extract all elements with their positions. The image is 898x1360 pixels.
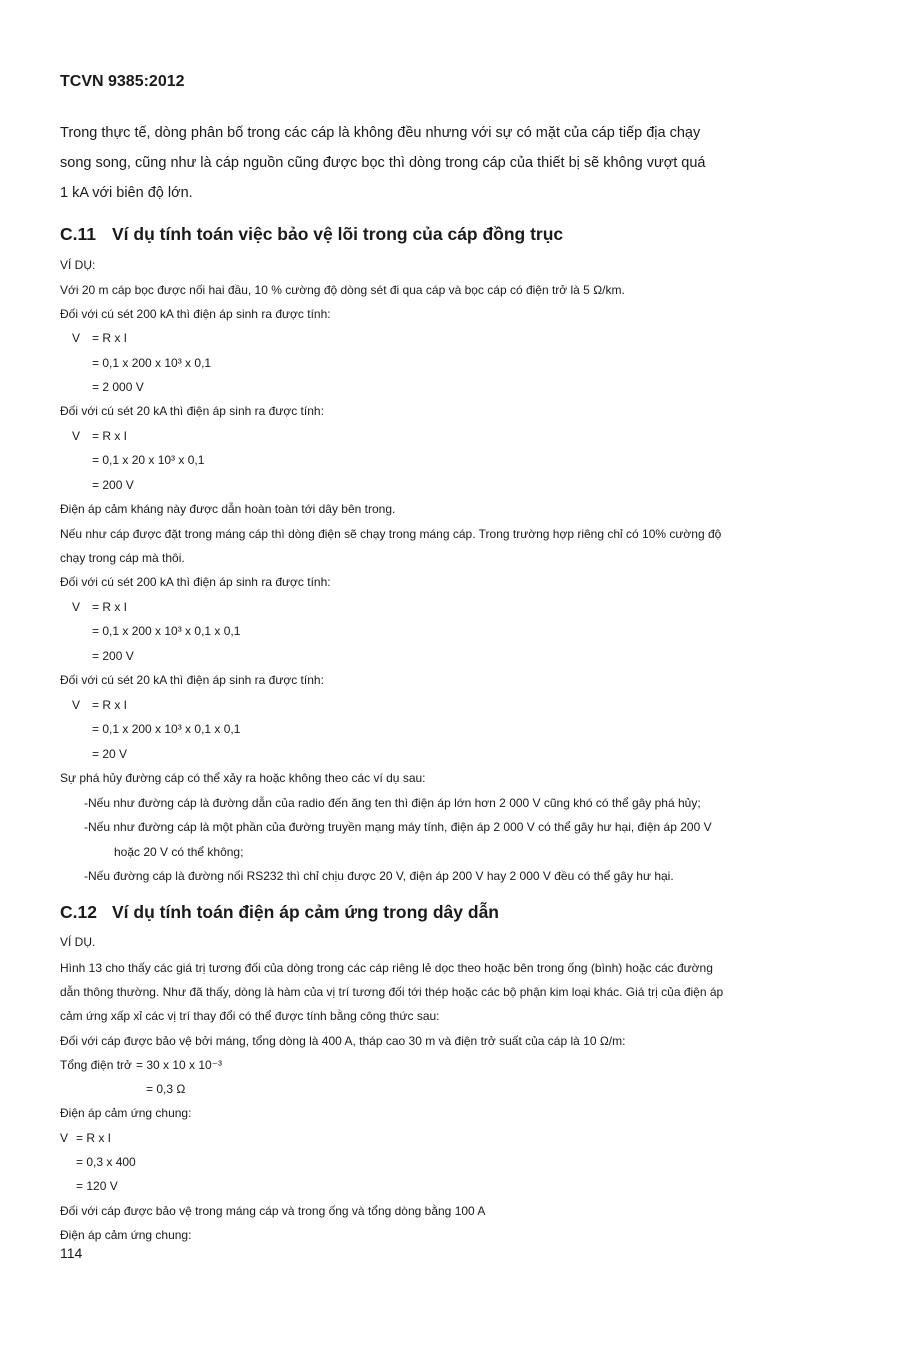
section-heading-c12 — [60, 902, 499, 922]
intro-line-1: Trong thực tế, dòng phân bố trong các cáp là không đều nhưng với sự có mặt của cáp tiếp địa chạy — [60, 125, 701, 141]
example-label: VÍ DỤ: — [60, 258, 96, 272]
paragraph: Đối với cú sét 20 kA thì điện áp sinh ra được tính: — [60, 404, 324, 418]
equation-lhs: V — [72, 429, 81, 443]
equation-result: = 2 000 V — [92, 380, 144, 394]
paragraph: dẫn thông thường. Như đã thấy, dòng là hàm của vị trí tương đối tới thép hoặc các bộ phận kim loại khác. Giá trị của điện áp — [60, 985, 724, 999]
equation-step: = R x I — [76, 1131, 112, 1145]
equation-lhs: V — [60, 1131, 69, 1145]
paragraph: chạy trong cáp mà thôi. — [60, 551, 185, 565]
resistance-label: Tổng điện trở — [60, 1058, 132, 1072]
paragraph: cảm ứng xấp xỉ các vị trí thay đổi có thể được tính bằng công thức sau: — [60, 1009, 440, 1023]
equation-lhs: V — [72, 698, 81, 712]
equation-lhs: V — [72, 331, 81, 345]
paragraph: Điện áp cảm ứng chung: — [60, 1106, 192, 1120]
list-item-continuation: hoặc 20 V có thể không; — [114, 845, 244, 859]
equation-result: = 200 V — [92, 649, 134, 663]
equation-step: = 0,1 x 200 x 10³ x 0,1 x 0,1 — [92, 624, 241, 638]
equation-step: = 0,1 x 200 x 10³ x 0,1 x 0,1 — [92, 722, 241, 736]
list-item: -Nếu đường cáp là đường nối RS232 thì chỉ chịu được 20 V, điện áp 200 V hay 2 000 V đều có thể gây hư hại. — [84, 869, 674, 883]
equation-result: = 120 V — [76, 1179, 118, 1193]
equation-step: = 0,3 x 400 — [76, 1155, 136, 1169]
paragraph: Nếu như cáp được đặt trong máng cáp thì dòng điện sẽ chạy trong máng cáp. Trong trường hợp riêng chỉ có 10% cường độ — [60, 527, 722, 541]
equation-step: = 30 x 10 x 10⁻³ — [136, 1058, 223, 1072]
paragraph: Hình 13 cho thấy các giá trị tương đối của dòng trong các cáp riêng lẻ dọc theo hoặc bên trong ống (bình) hoặc các đường — [60, 961, 713, 975]
intro-line-3: 1 kA với biên độ lớn. — [60, 185, 193, 201]
equation-step: = R x I — [92, 600, 128, 614]
paragraph: Đối với cú sét 200 kA thì điện áp sinh ra được tính: — [60, 307, 331, 321]
list-item: -Nếu như đường cáp là một phần của đường truyền mạng máy tính, điện áp 2 000 V có thể gây hư hại, điện áp 200 V — [84, 820, 712, 834]
section-number: C.12 — [60, 902, 97, 922]
paragraph: Điện áp cảm ứng chung: — [60, 1228, 192, 1242]
intro-line-2: song song, cũng như là cáp nguồn cũng được bọc thì dòng trong cáp của thiết bị sẽ không vượt quá — [60, 155, 706, 171]
equation-step: = 0,1 x 200 x 10³ x 0,1 — [92, 356, 212, 370]
equation-step: = 0,1 x 20 x 10³ x 0,1 — [92, 453, 205, 467]
paragraph: Đối với cáp được bảo vệ bởi máng, tổng dòng là 400 A, tháp cao 30 m và điện trở suất của cáp là 10 Ω/m: — [60, 1034, 626, 1048]
document-header: TCVN 9385:2012 — [60, 73, 185, 90]
paragraph: Với 20 m cáp bọc được nối hai đầu, 10 % cường độ dòng sét đi qua cáp và bọc cáp có điện trở là 5 Ω/km. — [60, 283, 625, 297]
equation-lhs: V — [72, 600, 81, 614]
section-number: C.11 — [60, 224, 96, 244]
equation-result: = 200 V — [92, 478, 134, 492]
paragraph: Đối với cáp được bảo vệ trong máng cáp và trong ống và tổng dòng bằng 100 A — [60, 1204, 486, 1218]
example-label: VÍ DỤ. — [60, 935, 96, 949]
section-title: Ví dụ tính toán điện áp cảm ứng trong dây dẫn — [112, 902, 499, 922]
equation-step: = R x I — [92, 429, 128, 443]
equation-result: = 20 V — [92, 747, 128, 761]
paragraph: Đối với cú sét 200 kA thì điện áp sinh ra được tính: — [60, 575, 331, 589]
list-item: -Nếu như đường cáp là đường dẫn của radio đến ăng ten thì điện áp lớn hơn 2 000 V cũng khó có thể gây phá hủy; — [84, 796, 701, 810]
paragraph: Đối với cú sét 20 kA thì điện áp sinh ra được tính: — [60, 673, 324, 687]
page-number: 114 — [60, 1245, 83, 1261]
paragraph: Sự phá hủy đường cáp có thể xảy ra hoặc không theo các ví dụ sau: — [60, 771, 426, 785]
section-heading-c11 — [60, 224, 563, 244]
equation-step: = R x I — [92, 698, 128, 712]
paragraph: Điện áp cảm kháng này được dẫn hoàn toàn tới dây bên trong. — [60, 502, 396, 516]
section-title: Ví dụ tính toán việc bảo vệ lõi trong của cáp đồng trục — [112, 224, 564, 244]
equation-step: = R x I — [92, 331, 128, 345]
equation-result: = 0,3 Ω — [146, 1082, 186, 1096]
